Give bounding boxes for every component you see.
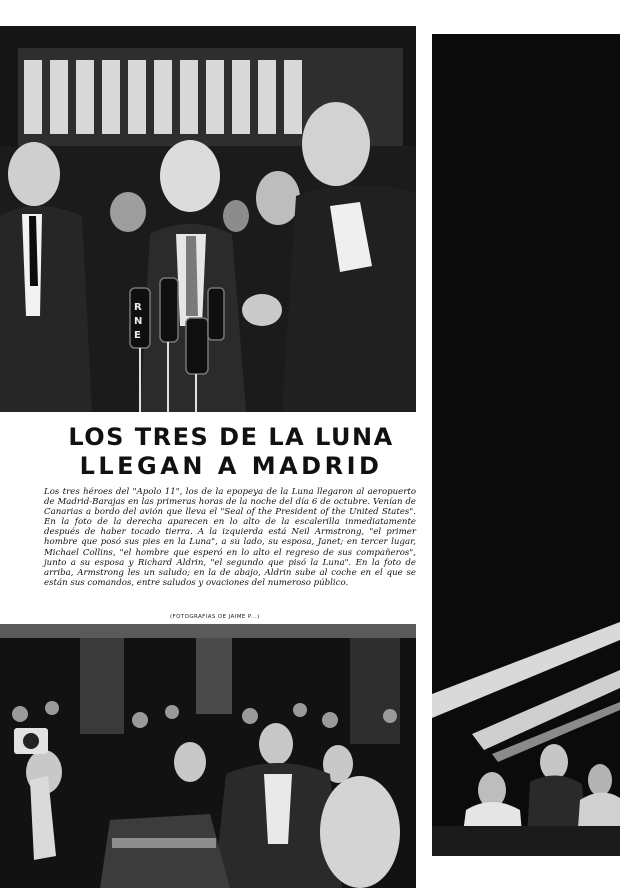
headline-line-2: LLEGAN A MADRID [79, 452, 383, 480]
svg-text:R: R [134, 302, 142, 313]
article-body: Los tres héroes del "Apolo 11", los de la epopeya de la Luna llegaron al aeropuerto de Madrid-Barajas en las primeras horas de la noche del día 6 de octubre. Venían de Canarias a bordo del avión que lleva el "Seal of the President of the United States". En la foto de la derecha aparecen en lo alto de la escalerilla inmediatamente después de haber tocado tierra. A la izquierda está Neil Armstrong, "el primer hombre que posó sus pies en la Luna", a su lado, su esposa, Janet; en tercer lugar, Michael Collins, "el hombre que esperó en lo alto el regreso de sus compañeros", junto a su esposa y Richard Aldrin, "el segundo que pisó la Luna". En la foto de arriba, Armstrong les un saludo; en la de abajo, Aldrin sube al coche en el que se están sus comandos, entre saludos y ovaciones del numeroso público. [44, 487, 416, 588]
crowd-arrival-photo [0, 624, 416, 888]
aircraft-stairway-photo [432, 34, 620, 856]
photo-credit: (FOTOGRAFIAS DE JAIME P...) [170, 614, 260, 620]
svg-text:N: N [134, 316, 143, 327]
press-conference-illustration [0, 26, 416, 412]
svg-text:E: E [134, 330, 141, 341]
press-conference-photo [0, 26, 416, 412]
crowd-arrival-illustration [0, 624, 416, 888]
headline-line-1: LOS TRES DE LA LUNA [68, 423, 394, 451]
aircraft-stairway-illustration [432, 34, 620, 856]
